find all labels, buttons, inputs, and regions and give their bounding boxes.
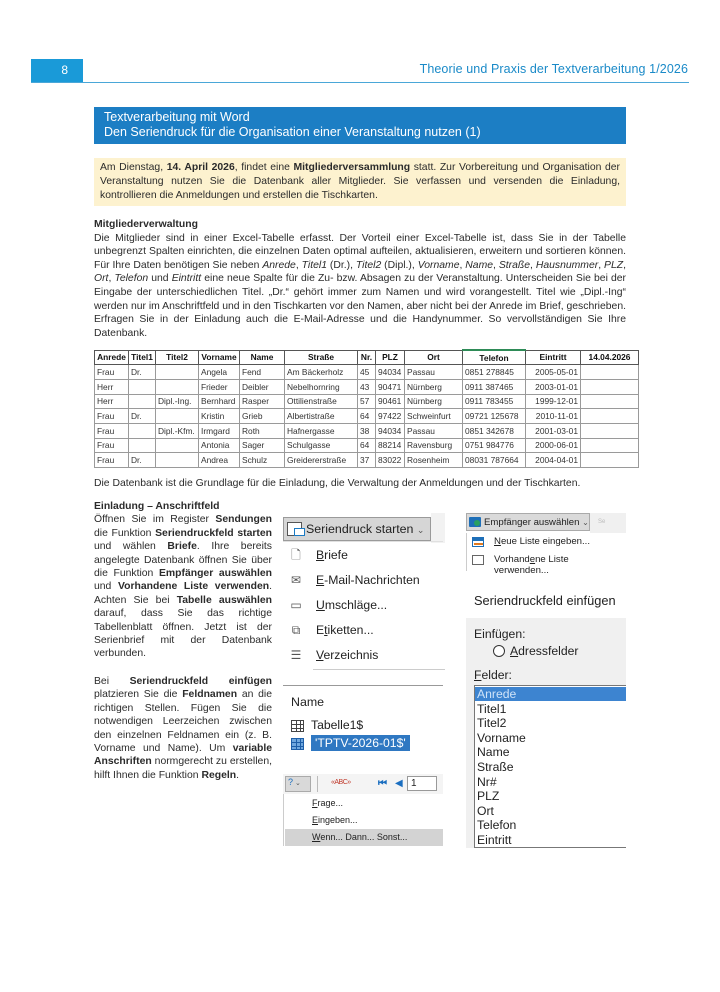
spreadsheet-cell (156, 379, 199, 394)
spreadsheet-cell (156, 409, 199, 424)
spreadsheet-row (95, 365, 639, 380)
spreadsheet-cell: Andrea (199, 453, 240, 468)
menu-item-labels[interactable]: ⧉ Etiketten... (283, 619, 443, 641)
spreadsheet-header-row (95, 350, 639, 365)
spreadsheet-header-cell: Ort (405, 350, 463, 365)
spreadsheet-cell (129, 379, 156, 394)
spreadsheet-header-cell: Nr. (358, 350, 376, 365)
spreadsheet-cell: 0911 387465 (463, 379, 526, 394)
field-option[interactable]: Nr# (477, 774, 497, 789)
spreadsheet-cell: Irmgard (199, 423, 240, 438)
spreadsheet-cell: 83022 (376, 453, 405, 468)
spreadsheet-cell: Bernhard (199, 394, 240, 409)
spreadsheet-cell (156, 453, 199, 468)
spreadsheet-row (95, 453, 639, 468)
spreadsheet-header-cell: Straße (285, 350, 358, 365)
insert-merge-field-title: Seriendruckfeld einfügen (474, 593, 616, 608)
spreadsheet-header-cell: Telefon (463, 350, 526, 365)
rules-menu-item[interactable]: Eingeben... (312, 815, 358, 825)
spreadsheet-cell: Rosenheim (405, 453, 463, 468)
spreadsheet-cell (581, 409, 639, 424)
spreadsheet-cell: Hafnergasse (285, 423, 358, 438)
spreadsheet-cell: 2010-11-01 (526, 409, 581, 424)
spreadsheet-cell: 0911 783455 (463, 394, 526, 409)
rules-menu-item[interactable]: Wenn... Dann... Sonst... (285, 829, 443, 846)
intro-text: Am Dienstag, (100, 162, 167, 173)
spreadsheet-cell: 2003-01-01 (526, 379, 581, 394)
address-fields-label[interactable]: Adressfelder (510, 644, 579, 658)
spreadsheet-cell: 64 (358, 438, 376, 453)
spreadsheet-cell: 37 (358, 453, 376, 468)
table-icon (291, 720, 304, 732)
spreadsheet-cell: 94034 (376, 423, 405, 438)
spreadsheet-cell (581, 365, 639, 380)
spreadsheet-cell: Angela (199, 365, 240, 380)
spreadsheet-cell: 97422 (376, 409, 405, 424)
address-fields-radio[interactable] (493, 645, 505, 657)
event-date: 14. April 2026 (166, 162, 235, 173)
spreadsheet-cell: Deibler (240, 379, 285, 394)
spreadsheet-cell: Frau (95, 453, 129, 468)
spreadsheet-cell: 64 (358, 409, 376, 424)
spreadsheet-cell: Schulgasse (285, 438, 358, 453)
recipients-icon (469, 517, 481, 527)
intro-text: statt. Zur Vorbereitung und Organisation der Veranstaltung nutzen Sie die Datenbank aller Mitglieder. Sie verfassen und versenden die Einladung, kontrollieren die Anmeldungen und erstellen die Tischkarten. (100, 162, 621, 201)
field-option[interactable]: Anrede (475, 687, 626, 701)
spreadsheet-header-cell: Anrede (95, 350, 129, 365)
previous-record-icon[interactable]: ◀ (395, 778, 403, 789)
mailings-toolbar (283, 774, 443, 794)
rules-dropdown (283, 794, 443, 846)
section-paragraph: Öffnen Sie im Register Sendungen die Funktion Seriendruckfeld starten und wählen Briefe. Ihre bereits angelegte Datenbank öffnen Sie über die Funktion Empfänger auswählen und Vorhandene Liste verwenden. Achten Sie bei Tabelle auswählen darauf, dass Sie das richtige Tabellenblatt öffnen. Jetzt ist der Serienbrief mit der Datenbank verbunden. (94, 514, 272, 660)
rules-icon: ? (288, 777, 294, 787)
spreadsheet-cell (129, 394, 156, 409)
spreadsheet-cell: Herr (95, 394, 129, 409)
start-mail-merge-menu (283, 513, 443, 671)
spreadsheet-cell: Albertistraße (285, 409, 358, 424)
existing-list-item[interactable]: Vorhandene Liste verwenden... (466, 552, 626, 570)
section-paragraph: Die Mitglieder sind in einer Excel-Tabelle erfasst. Der Vorteil einer Excel-Tabelle ist, dass Sie in der Tabelle unbegrenzt Spalten einrichten, die einzelnen Daten optimal aufteilen, aktualisieren, erweitern und sortieren können. Für Ihre Daten benötigen Sie neben Anrede, Titel1 (Dr.), Titel2 (Dipl.), Vorname, Name, Straße, Hausnummer, PLZ, Ort, Telefon und Eintritt eine neue Spalte für die Zu- bzw. Absagen zu der Veranstaltung. Unterscheiden Sie bei der Eingabe der unterschiedlichen Titel. „Dr.“ gehört immer zum Namen und wird vorangestellt. Titel wie „Dipl.-Ing“ werden nur im Anschriftfeld und in den Tischkarten vor den Namen, aber nicht bei der Anrede im Brief, geschrieben. Erfragen Sie in der Einladung auch die E-Mail-Adresse und die Handynummer. So vervollständigen Sie Ihre Datenbank. (94, 232, 626, 339)
menu-item-directory[interactable]: ☰ Verzeichnis (290, 648, 379, 662)
spreadsheet-cell: Kristin (199, 409, 240, 424)
spreadsheet-cell: Antonia (199, 438, 240, 453)
email-icon: ✉ (290, 573, 302, 587)
spreadsheet-cell (156, 438, 199, 453)
field-option[interactable]: Titel1 (477, 701, 507, 716)
member-spreadsheet (94, 349, 639, 468)
intro-box (94, 158, 626, 206)
spreadsheet-cell (581, 438, 639, 453)
table-list-item[interactable]: Tabelle1$ (291, 718, 363, 734)
field-option[interactable]: Name (477, 745, 510, 760)
insert-merge-field-dialog (466, 618, 626, 848)
spreadsheet-cell: 38 (358, 423, 376, 438)
spreadsheet-cell: 0851 342678 (463, 423, 526, 438)
field-option[interactable]: Ort (477, 803, 494, 818)
spreadsheet-cell: Frau (95, 438, 129, 453)
spreadsheet-cell: Schweinfurt (405, 409, 463, 424)
fields-listbox[interactable] (474, 685, 626, 848)
article-title: Den Seriendruck für die Organisation einer Veranstaltung nutzen (1) (104, 125, 481, 139)
event-name: Mitgliederversammlung (293, 162, 411, 173)
spreadsheet-cell: Dipl.-Ing. (156, 394, 199, 409)
spreadsheet-cell: 90471 (376, 379, 405, 394)
spreadsheet-cell: 2005-05-01 (526, 365, 581, 380)
column-header-name: Name (291, 695, 325, 709)
spreadsheet-cell: Passau (405, 365, 463, 380)
section-heading: Einladung – Anschriftfeld (94, 501, 220, 512)
spreadsheet-header-cell: Titel1 (129, 350, 156, 365)
select-table-dialog (283, 685, 443, 765)
spreadsheet-cell: 2000-06-01 (526, 438, 581, 453)
spreadsheet-cell: Dr. (129, 453, 156, 468)
spreadsheet-header-cell: 14.04.2026 (581, 350, 639, 365)
field-option[interactable]: Titel2 (477, 716, 507, 731)
spreadsheet-cell (129, 423, 156, 438)
spreadsheet-row (95, 438, 639, 453)
spreadsheet-cell: Herr (95, 379, 129, 394)
spreadsheet-header-cell: Titel2 (156, 350, 199, 365)
spreadsheet-cell: Frau (95, 409, 129, 424)
menu-item-letter[interactable]: 🗋 Briefe (283, 544, 443, 566)
rules-menu-item[interactable]: Frage... (312, 798, 344, 808)
spreadsheet-cell: Fend (240, 365, 285, 380)
running-title: Theorie und Praxis der Textverarbeitung 1/2026 (419, 62, 688, 76)
letter-icon: 🗋 (291, 548, 301, 562)
chevron-down-icon: ⌄ (582, 518, 589, 527)
first-record-icon[interactable]: ⏮ (378, 778, 387, 789)
spreadsheet-cell: 08031 787664 (463, 453, 526, 468)
spreadsheet-cell: 90461 (376, 394, 405, 409)
intro-text: , findet eine (234, 162, 294, 173)
spreadsheet-cell: Ravensburg (405, 438, 463, 453)
spreadsheet-cell: Frau (95, 423, 129, 438)
spreadsheet-cell: 1999-12-01 (526, 394, 581, 409)
fields-label: Felder: (474, 668, 512, 682)
menu-item-email[interactable]: ✉ E-Mail-Nachrichten (290, 573, 420, 587)
spreadsheet-row (95, 379, 639, 394)
spreadsheet-cell (581, 453, 639, 468)
spreadsheet-cell: Frau (95, 365, 129, 380)
spreadsheet-cell: Nürnberg (405, 394, 463, 409)
mail-merge-icon (287, 522, 302, 536)
chevron-down-icon: ⌄ (295, 780, 301, 787)
spreadsheet-cell: 09721 125678 (463, 409, 526, 424)
spreadsheet-cell: 43 (358, 379, 376, 394)
spreadsheet-header-cell: Vorname (199, 350, 240, 365)
section-member-management (94, 218, 626, 340)
spreadsheet-cell: Dr. (129, 409, 156, 424)
insert-label: Einfügen: (474, 627, 526, 641)
record-number-input[interactable]: 1 (407, 776, 437, 791)
section-invitation (94, 500, 272, 661)
spreadsheet-cell: Rasper (240, 394, 285, 409)
field-option[interactable]: Straße (477, 760, 514, 774)
field-option[interactable]: Eintritt (477, 833, 512, 847)
page-number: 8 (31, 59, 83, 83)
spreadsheet-cell: Frieder (199, 379, 240, 394)
spreadsheet-cell (129, 438, 156, 453)
labels-icon: ⧉ (291, 623, 301, 637)
spreadsheet-cell: 0751 984776 (463, 438, 526, 453)
spreadsheet-header-cell: Eintritt (526, 350, 581, 365)
table-caption: Die Datenbank ist die Grundlage für die Einladung, die Verwaltung der Anmeldungen und der Tischkarten. (94, 478, 581, 489)
section-merge-fields: Bei Seriendruckfeld einfügen platzieren Sie die Feldnamen an die richtigen Stellen. Fügen Sie die notwendigen Leerzeichen zwischen den einzelnen Feldnamen ein (z. B. Vorname und Name). Um variable Anschriften normgerecht zu erstellen, hilft Ihnen die Funktion Regeln. (94, 676, 272, 781)
spreadsheet-cell: Dr. (129, 365, 156, 380)
spreadsheet-row (95, 409, 639, 424)
spreadsheet-cell: Roth (240, 423, 285, 438)
spreadsheet-header-cell: PLZ (376, 350, 405, 365)
spreadsheet-cell: 94034 (376, 365, 405, 380)
spreadsheet-cell: Grieb (240, 409, 285, 424)
spreadsheet-cell (581, 394, 639, 409)
article-kicker: Textverarbeitung mit Word (104, 110, 250, 124)
article-title-band (94, 107, 626, 144)
spreadsheet-cell: Passau (405, 423, 463, 438)
new-list-icon (472, 537, 484, 547)
spreadsheet-cell: Am Bäckerholz (285, 365, 358, 380)
existing-list-icon (472, 555, 484, 565)
new-list-item[interactable]: Neue Liste eingeben... (466, 534, 626, 552)
spreadsheet-cell: Nürnberg (405, 379, 463, 394)
spreadsheet-cell: 2004-04-01 (526, 453, 581, 468)
spreadsheet-cell: Sager (240, 438, 285, 453)
spreadsheet-cell: Nebelhornring (285, 379, 358, 394)
spreadsheet-cell: Schulz (240, 453, 285, 468)
spreadsheet-cell: Greidererstraße (285, 453, 358, 468)
spreadsheet-cell: 2001-03-01 (526, 423, 581, 438)
select-recipients-button[interactable]: Empfänger auswählen ⌄ (466, 513, 590, 531)
spreadsheet-cell: 45 (358, 365, 376, 380)
spreadsheet-cell: Ottilienstraße (285, 394, 358, 409)
spreadsheet-cell (581, 379, 639, 394)
field-option[interactable]: PLZ (477, 789, 500, 804)
table-list-item[interactable]: 'TPTV-2026-01$' (291, 736, 410, 752)
menu-item-envelope[interactable]: ▭ Umschläge... (290, 598, 388, 612)
table-icon (291, 738, 304, 750)
chevron-down-icon: ⌄ (416, 525, 425, 535)
header-rule (31, 82, 689, 83)
field-option[interactable]: Vorname (477, 730, 526, 745)
spreadsheet-row (95, 394, 639, 409)
field-option[interactable]: Telefon (477, 818, 517, 833)
spreadsheet-cell: Dipl.-Kfm. (156, 423, 199, 438)
section-heading: Mitgliederverwaltung (94, 219, 198, 230)
spreadsheet-cell: 57 (358, 394, 376, 409)
directory-icon: ☰ (290, 648, 302, 662)
select-recipients-menu: Se Empfänger auswählen ⌄ Neue Liste eingeben... Vorhandene Liste verwenden... (466, 513, 626, 571)
spreadsheet-cell: 0851 278845 (463, 365, 526, 380)
spreadsheet-cell: 88214 (376, 438, 405, 453)
spreadsheet-header-cell: Name (240, 350, 285, 365)
rules-button[interactable] (285, 776, 311, 792)
rules-menu (283, 774, 443, 846)
envelope-icon: ▭ (290, 598, 302, 612)
start-mail-merge-button[interactable]: Seriendruck starten ⌄ (283, 517, 431, 541)
preview-results-icon[interactable]: «ABC» (331, 779, 351, 786)
spreadsheet-cell (156, 365, 199, 380)
spreadsheet-row (95, 423, 639, 438)
spreadsheet-cell (581, 423, 639, 438)
